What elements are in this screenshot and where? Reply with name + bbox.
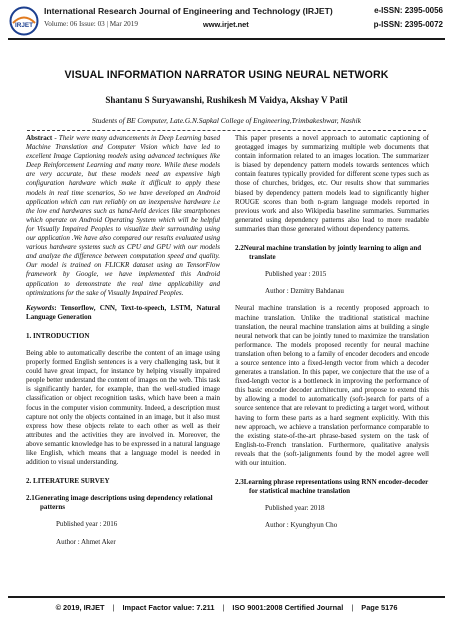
keywords [26,304,220,322]
author-2-3: Author : Kyunghyun Cho [265,521,338,530]
keywords-label: Keywords [26,303,55,312]
volume-issue: Volume: 06 Issue: 03 | Mar 2019 [44,20,138,28]
journal-title: International Research Journal of Engineering and Technology (IRJET) [44,6,333,16]
footer-page-number: Page 5176 [361,603,398,612]
published-year-2-3: Published year: 2018 [265,504,325,513]
subsection-heading-2-1: 2.1Generating image descriptions using dependency relational patterns [26,494,213,512]
keywords-list: : Tensorflow, CNN, Text-to-speech, LSTM, Natural Language Generation [26,303,220,321]
author-2-2: Author : Dzmitry Bahdanau [265,287,344,296]
abstract [26,134,220,298]
published-year-2-2: Published year : 2015 [265,270,327,279]
journal-website-link[interactable]: www.irjet.net [203,20,249,29]
summary-2-1-text: This paper presents a novel approach to automatic captioning of geotagged images by summarizing multiple web documents that contain information related to an images location. The summarizer is biased by dependency pattern models towards sentences which contain features typically provided for different scene types such as those of churches, bridges, etc. Our results show that summaries biased by dependency pattern models lead to significantly higher ROUGE scores than both n-gram language models reported in previous work and also Wikipedia baseline summaries. Summaries generated using dependency patterns also lead to more readable summaries than those generated without dependency patterns. [235,134,429,233]
summary-2-2-text: Neural machine translation is a recently proposed approach to machine translation. Unlike the traditional statistical machine translation, the neural machine translation aims at building a single neural network that can be jointly tuned to maximize the translation performance. The models proposed recently for neural machine translation often belong to a family of encoder decoders and encode a source sentence into a fixed-length vector from which a decoder generates a translation. In this paper, we conjecture that the use of a fixed-length vector is a bottleneck in improving the performance of this basic encoder decoder architecture, and propose to extend this by allowing a model to automatically (soft-)search for parts of a source sentence that are relevant to predicting a target word, without having to form these parts as a hard segment explicitly. With this new approach, we achieve a translation performance comparable to the existing state-of-the-art phrase-based system on the task of English-to-French translation. Furthermore, qualitative analysis reveals that the (soft-)alignments found by the model agree well with our intuition. [235,304,429,467]
header-rule [8,38,445,40]
section-heading-introduction: 1. INTRODUCTION [26,331,90,340]
left-column [26,134,220,555]
abstract-label: Abstract [26,134,53,142]
journal-header [0,0,453,42]
footer-separator: | [351,603,354,612]
journal-footer [0,603,453,612]
paper-affiliation: Students of BE Computer, Late.G.N.Sapkal College of Engineering,Trimbakeshwar, Nashik [92,116,361,125]
footer-impact-factor: Impact Factor value: 7.211 [122,603,215,612]
right-column [235,134,429,538]
footer-rule [8,596,445,598]
section-heading-literature-survey: 2. LITERATURE SURVEY [26,477,110,486]
footer-separator: | [222,603,225,612]
author-2-1: Author : Ahmet Aker [56,537,116,546]
irjet-logo [9,6,39,36]
introduction-text: Being able to automatically describe the content of an image using properly formed English sentences is a very challenging task, but it could have great impact, for instance by helping visually impaired people better understand the content of images on the web. This task is significantly harder, for example, than the well-studied image classification or object recognition tasks, which have been a main focus in the computer vision community. Indeed, a description must capture not only the objects contained in an image, but it also must express how these objects relate to each other as well as their attributes and the activities they are involved in. Moreover, the above semantic knowledge has to be expressed in a natural language like English, which means that a language model is needed in addition to visual understanding. [26,348,220,467]
abstract-text: - Their were many advancements in Deep Learning based Machine Translation and Computer Vision which have led to excellent Image Captioning models using advanced techniques like Deep Reinforcement Learning and many more. While these models are very accurate, but these models need an expensive high configuration hardware which make it difficult to apply these models in real time scenarios, So we have developed an Android application which can run reliably on an inexpensive hardware i.e the low end hardwares such as hand-held devices like smartphones which operate on Android Operating System which will be helpful for Visually Impaired Peoples to visualize their surrounding using our application .We have also compared our results evaluated using various hardware systems such as CPU and GPU with our models and analyze the difference between computation speed and quality. Our model is trained on FLICKR dataset using an TensorFlow framework by Google, we have implemented this Android application to demonstrate the real time applicability and optimizations for the sake of Visually Impaired Peoples. [26,134,220,297]
published-year-2-1: Published year : 2016 [56,520,118,529]
subsection-heading-2-2: 2.2Neural machine translation by jointly learning to align and translate [235,244,422,262]
footer-copyright: © 2019, IRJET [55,603,105,612]
issn-electronic: e-ISSN: 2395-0056 [374,6,443,15]
logo-text: IRJET [14,22,34,29]
subsection-heading-2-3: 2.3Learning phrase representations using RNN encoder-decoder for statistical machine translation [235,478,429,496]
footer-iso: ISO 9001:2008 Certified Journal [232,603,344,612]
paper-authors: Shantanu S Suryawanshi, Rushikesh M Vaidya, Akshay V Patil [105,95,348,105]
footer-separator: | [112,603,115,612]
paper-title: VISUAL INFORMATION NARRATOR USING NEURAL NETWORK [64,69,389,81]
section-divider [27,130,426,131]
issn-print: p-ISSN: 2395-0072 [373,20,443,29]
